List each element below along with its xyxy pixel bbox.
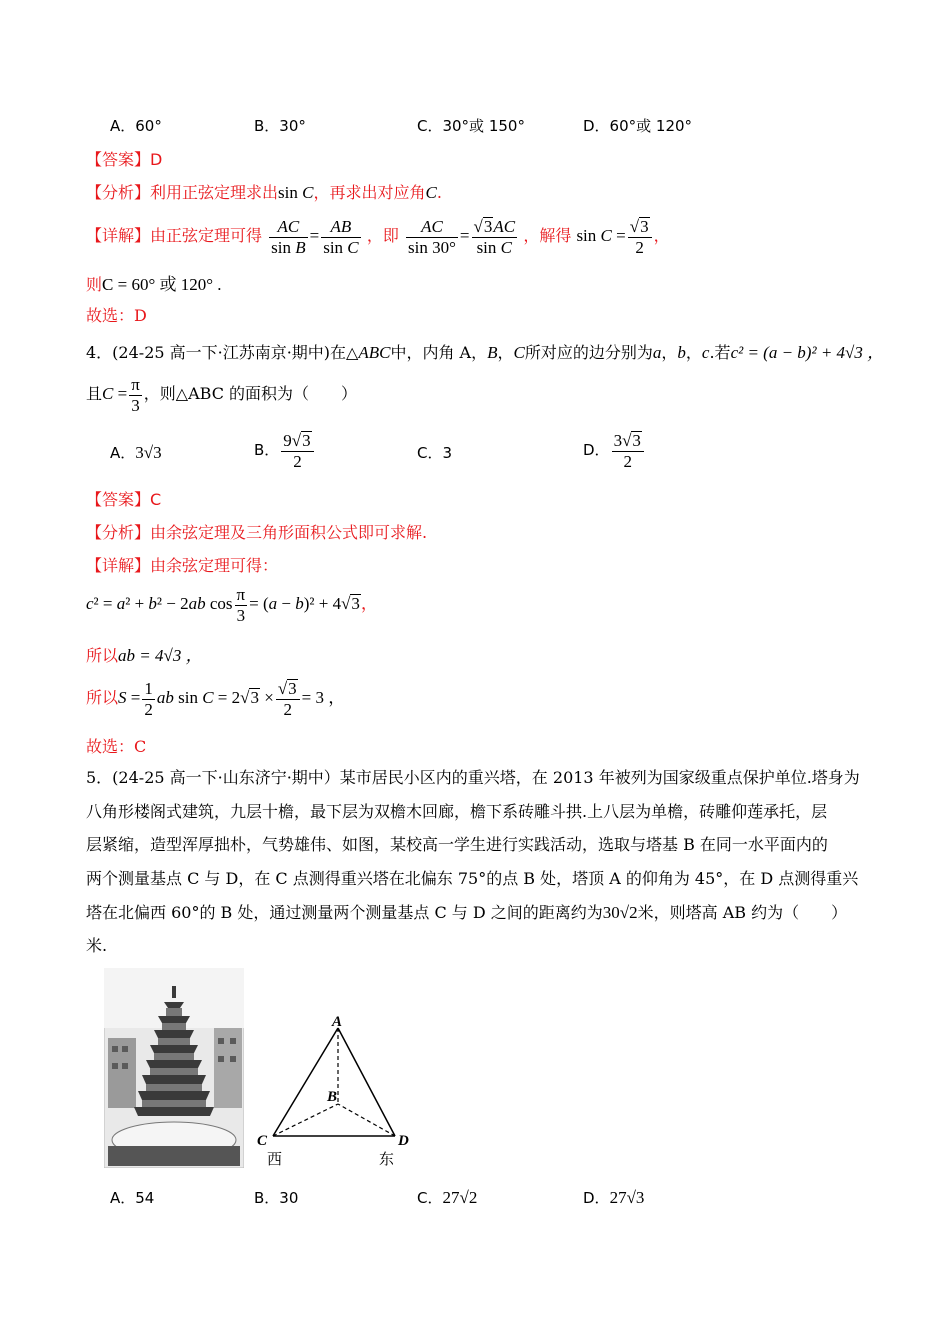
q4-answer: 【答案】C (86, 490, 162, 509)
q3-choose: 故选：D (86, 306, 147, 325)
q4-stem-line1: 4．(24-25 高一下·江苏南京·期中)在△ABC中，内角 A，B，C所对应的边分别为a，b，c.若c² = (a − b)² + 4√3 ， (86, 343, 885, 362)
q4-choose: 故选：C (86, 737, 147, 756)
diagram-label-b: B (327, 1089, 338, 1105)
q5-option-a: A．54 (110, 1189, 155, 1207)
q4-option-c: C．3 (417, 444, 453, 462)
q3-option-b: B．30° (254, 117, 306, 135)
q5-option-c: C．27√2 (417, 1188, 478, 1207)
q5-line3: 层紧缩，造型浑厚拙朴，气势雄伟、如图，某校高一学生进行实践活动，选取与塔基 B 在同一水平面内的 (86, 835, 828, 854)
q4-detail: 【详解】由余弦定理可得： (86, 556, 279, 575)
pagoda-photo (104, 968, 244, 1168)
q3-analysis: 【分析】利用正弦定理求出sin C，再求出对应角C. (86, 183, 442, 202)
diagram-label-c: C (257, 1133, 268, 1149)
q5-option-b: B．30 (254, 1189, 299, 1207)
q5-option-d: D．27√3 (583, 1188, 645, 1207)
diagram-label-d: D (398, 1133, 409, 1149)
q3-detail: 【详解】由正弦定理可得 $\frac{AC}{\text{sin B}}$ = $\frac{AB}{\text{sin C}}$ ，即 $\frac{AC}{\sin 30^\circ}$ = $\frac{√3AC}{\text{sin C}}$ ，解得 sin C = $\frac{√3}{2}$ ， (86, 216, 670, 257)
q3-answer: 【答案】D (86, 150, 163, 169)
q3-then: 则C = 60° 或 120° . (86, 275, 222, 294)
q4-ab: 所以ab = 4√3 ， (86, 646, 203, 665)
diagram-label-west: 西 (267, 1150, 283, 1167)
q5-line1: 5．(24-25 高一下·山东济宁·期中）某市居民小区内的重兴塔，在 2013 年被列为国家级重点保护单位.塔身为 (86, 768, 860, 787)
q4-analysis: 【分析】由余弦定理及三角形面积公式即可求解. (86, 523, 428, 542)
q4-stem-line2: 且C = $\frac{\pi}{3}$ ，则△ABC 的面积为（ ） (86, 374, 358, 415)
q5-line6: 米. (86, 936, 108, 955)
q3-option-a: A．60° (110, 117, 162, 135)
q5-line2: 八角形楼阁式建筑，九层十檐，最下层为双檐木回廊，檐下系砖雕斗拱.上八层为单檐，砖雕仰莲承托，层 (86, 802, 828, 821)
q4-option-d: D． $\frac{3√3}{2}$ (583, 428, 646, 472)
q4-option-a: A．3√3 (110, 443, 162, 462)
diagram-label-a: A (332, 1014, 343, 1030)
diagram-label-east: 东 (379, 1150, 395, 1167)
q4-area: 所以S = $\frac{1}{2}$ ab sin C = 2√3 × $\frac{√3}{2}$ = 3 ， (86, 678, 346, 719)
q3-option-d: D．60°或 120° (583, 117, 693, 135)
q5-line4: 两个测量基点 C 与 D，在 C 点测得重兴塔在北偏东 75°的点 B 处，塔顶 A 的仰角为 45°，在 D 点测得重兴 (86, 869, 859, 888)
q3-option-c: C．30°或 150° (417, 117, 525, 135)
q4-option-b: B． $\frac{9√3}{2}$ (254, 428, 316, 472)
tetrahedron-diagram (255, 1012, 425, 1167)
q4-detail-eq1: c² = a² + b² − 2ab cos $\frac{\pi}{3}$ = (a − b)² + 4√3， (86, 584, 378, 625)
q5-line5: 塔在北偏西 60°的 B 处，通过测量两个测量基点 C 与 D 之间的距离约为30√2米，则塔高 AB 约为（ ） (86, 903, 848, 922)
